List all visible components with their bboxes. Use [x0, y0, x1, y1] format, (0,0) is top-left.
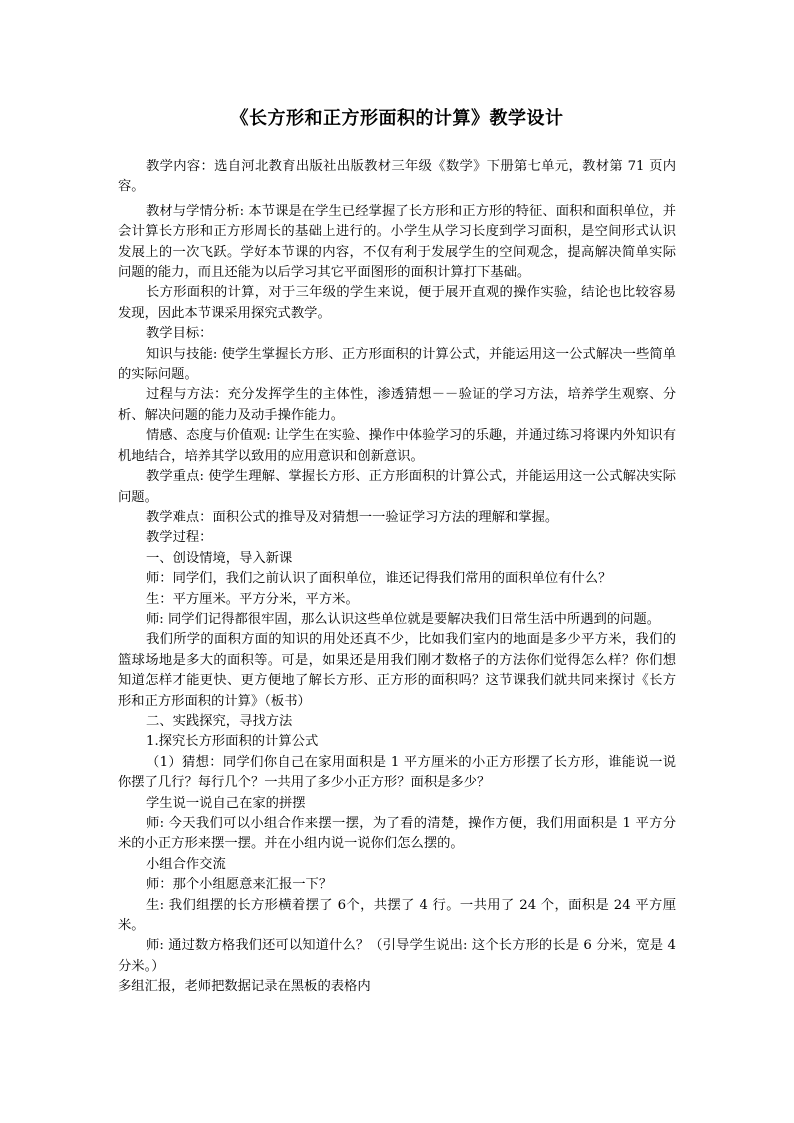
dialogue-teacher-5: 师: 通过数方格我们还可以知道什么？（引导学生说出: 这个长方形的长是 6 分米，宽是 4分米。）: [118, 938, 676, 974]
subsection-heading-1: 1.探究长方形面积的计算公式: [146, 734, 319, 750]
paragraph-student-share: 学生说一说自己在家的拼摆: [146, 795, 306, 811]
heading-teaching-process: 教学过程：: [146, 530, 213, 546]
paragraph-knowledge-skills: 知识与技能: 使学生掌握长方形、正方形面积的计算公式，并能运用这一公式解决一些简单的实际问题。: [118, 346, 676, 383]
paragraph-area-calculation-intro: 长方形面积的计算，对于三年级的学生来说，便于展开直观的操作实验，结论也比较容易发现，因此本节课采用探究式教学。: [118, 285, 676, 321]
paragraph-difficult-points: 教学难点：面积公式的推导及对猜想一一验证学习方法的理解和掌握。: [146, 509, 559, 525]
paragraph-group-work: 小组合作交流: [146, 856, 226, 872]
section-heading-2: 二、实践探究，寻找方法: [146, 713, 293, 729]
dialogue-teacher-4: 师：那个小组愿意来汇报一下？: [146, 877, 333, 893]
paragraph-lesson-intro: 我们所学的面积方面的知识的用处还真不少，比如我们室内的地面是多少平方米，我们的篮球场地是多大的面积等。可是，如果还是用我们刚才数格子的方法你们觉得怎么样？你们想知道怎样才能更快、更方便地了解长方形、正方形的面积吗？这节课我们就共同来探讨《长方形和正方形面积的计算》（板书）: [118, 632, 676, 709]
section-heading-1: 一、创设情境，导入新课: [146, 550, 293, 566]
paragraph-material-analysis: 教材与学情分析: 本节课是在学生已经掌握了长方形和正方形的特征、面积和面积单位，并会计算长方形和正方形周长的基础上进行的。小学生从学习长度到学习面积，是空间形式认识发展上的一次飞跃。学好本节课的内容，不仅有利于发展学生的空间观念，提高解决简单实际问题的能力，而且还能为以后学习其它平面图形的面积计算打下基础。: [118, 203, 676, 281]
paragraph-process-methods: 过程与方法：充分发挥学生的主体性，渗透猜想－－验证的学习方法，培养学生观察、分析、解决问题的能力及动手操作能力。: [118, 387, 676, 423]
dialogue-teacher-2: 师: 同学们记得都很牢固，那么认识这些单位就是要解决我们日常生活中所遇到的问题。: [146, 611, 660, 627]
heading-teaching-goals: 教学目标：: [146, 326, 213, 342]
dialogue-student-2: 生: 我们组摆的长方形横着摆了 6个，共摆了 4 行。一共用了 24 个，面积是 24 平方厘米。: [118, 897, 676, 934]
paragraph-guess: （1）猜想：同学们你自己在家用面积是 1 平方厘米的小正方形摆了长方形，谁能说一说你摆了几行？每行几个？一共用了多少小正方形？面积是多少？: [118, 754, 676, 791]
document-body: [118, 157, 676, 998]
paragraph-emotion-values: 情感、态度与价值观: 让学生在实验、操作中体验学习的乐趣，并通过练习将课内外知识有机地结合，培养其学以致用的应用意识和创新意识。: [118, 428, 676, 464]
paragraph-teaching-content: 教学内容：选自河北教育出版社出版教材三年级《数学》下册第七单元，教材第 71 页内容。: [118, 159, 676, 195]
dialogue-student-1: 生：平方厘米。平方分米，平方米。: [146, 591, 359, 607]
paragraph-key-points: 教学重点: 使学生理解、掌握长方形、正方形面积的计算公式，并能运用这一公式解决实际问题。: [118, 469, 676, 505]
dialogue-teacher-3: 师: 今天我们可以小组合作来摆一摆，为了看的清楚，操作方便，我们用面积是 1 平方分米的小正方形来摆一摆。并在小组内说一说你们怎么摆的。: [118, 816, 676, 852]
document-title: 《长方形和正方形面积的计算》教学设计: [230, 108, 564, 129]
paragraph-group-report: 多组汇报，老师把数据记录在黑板的表格内: [118, 979, 371, 995]
dialogue-teacher-1: 师：同学们，我们之前认识了面积单位，谁还记得我们常用的面积单位有什么？: [146, 571, 612, 587]
